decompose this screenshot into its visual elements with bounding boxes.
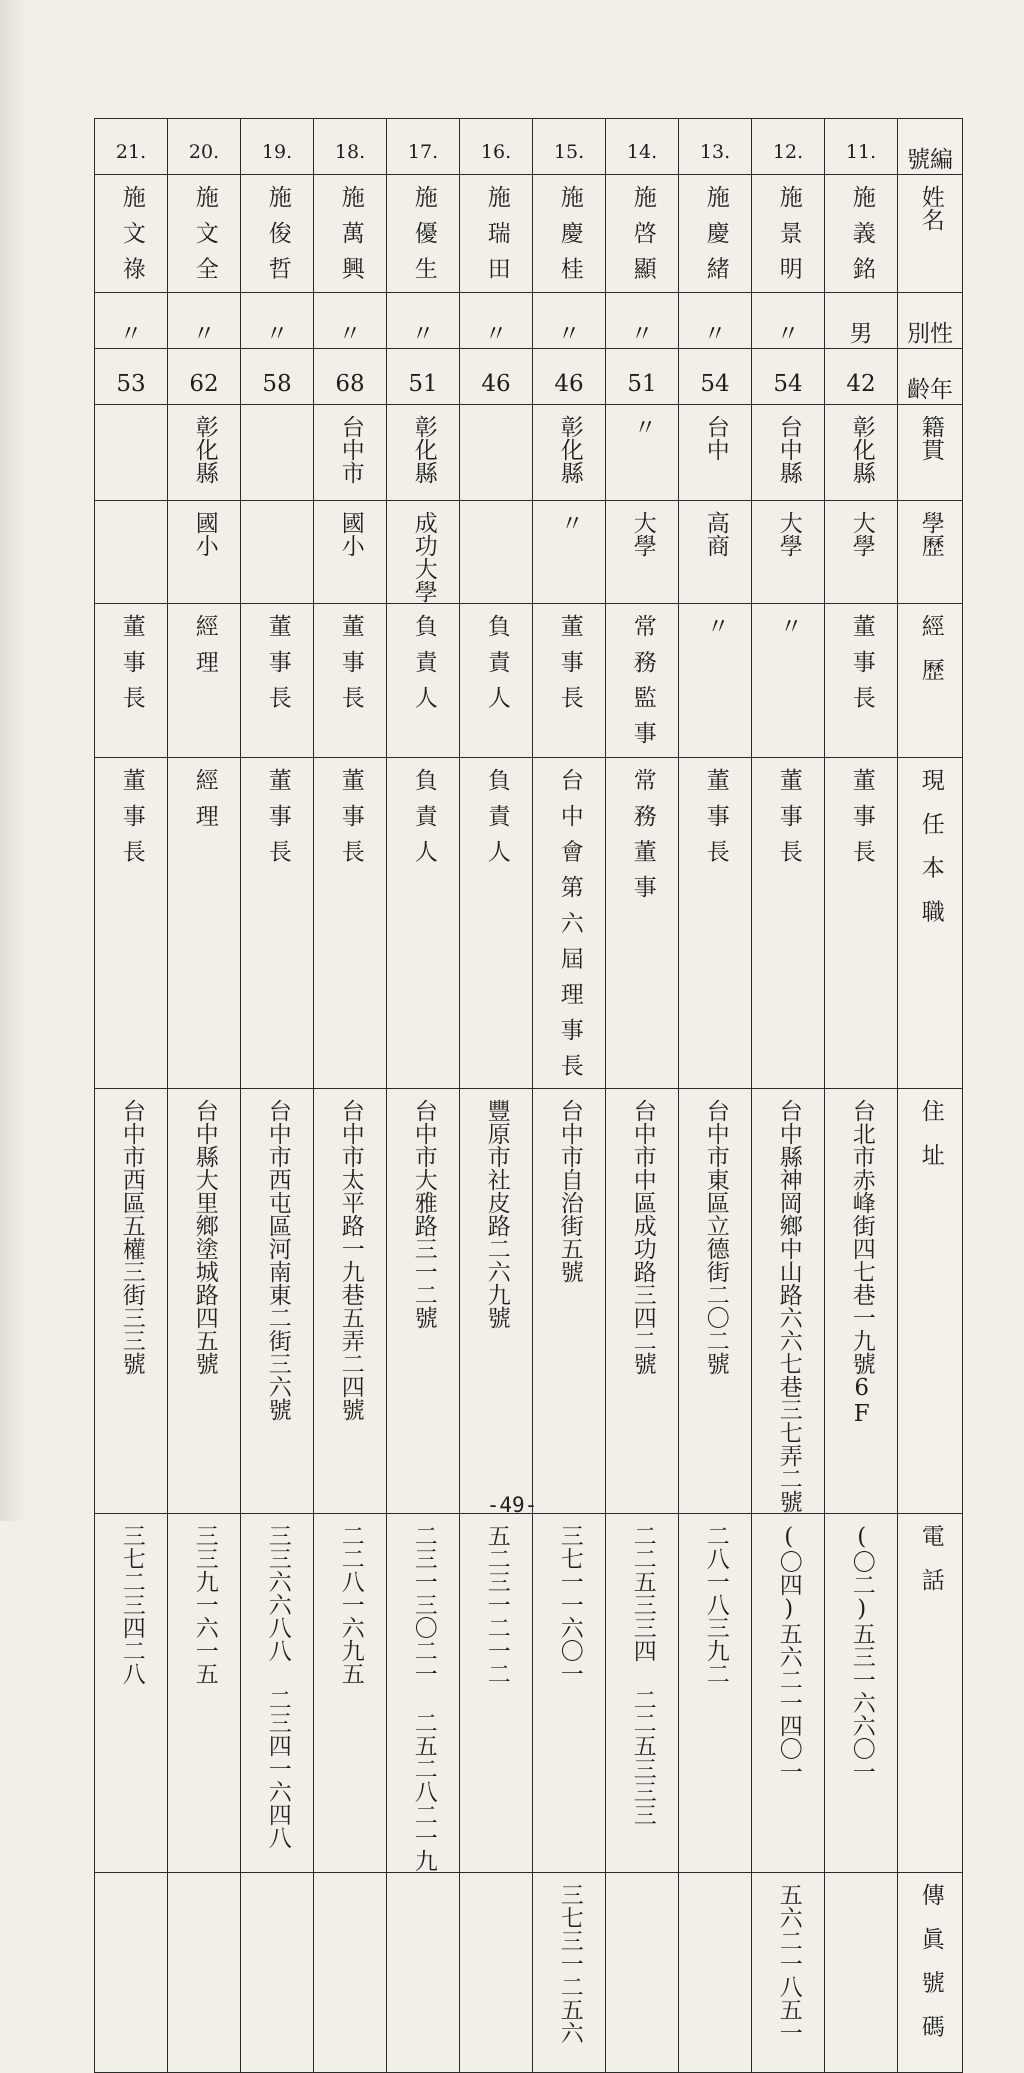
- cell-origin: [752, 405, 825, 501]
- cell-text: 施優生: [410, 185, 437, 292]
- header-fax: [898, 1873, 963, 2073]
- cell-current-post: [168, 757, 241, 1089]
- cell-text: 董事長: [848, 614, 875, 721]
- cell-education: [168, 501, 241, 604]
- cell-text: 負責人: [410, 767, 437, 875]
- field-row-address: [95, 1089, 963, 1514]
- cell-current-post: [825, 757, 898, 1089]
- cell-address: [460, 1089, 533, 1514]
- cell-experience: [387, 604, 460, 758]
- field-row-current-post: [95, 757, 963, 1089]
- cell-text: 21.: [115, 141, 147, 163]
- cell-age: [95, 349, 168, 405]
- cell-text: 施俊哲: [264, 185, 291, 292]
- cell-text: 13.: [699, 141, 731, 163]
- cell-fax: [752, 1873, 825, 2073]
- cell-origin: [168, 405, 241, 501]
- header-age: [898, 349, 963, 405]
- cell-text: 施萬興: [337, 185, 364, 292]
- page-number: -49-: [486, 1493, 538, 1517]
- cell-no: [606, 119, 679, 175]
- cell-text: 〃: [702, 614, 729, 650]
- cell-text: 大學: [848, 511, 875, 557]
- header-origin: [898, 405, 963, 501]
- cell-fax: [533, 1873, 606, 2073]
- cell-sex: [679, 293, 752, 349]
- cell-text: 董事長: [775, 767, 802, 875]
- cell-text: 二三一三〇二一 二五二八二一九: [410, 1524, 437, 1873]
- cell-text: 彰化縣: [191, 415, 218, 484]
- cell-sex: [241, 293, 314, 349]
- cell-sex: [95, 293, 168, 349]
- header-label: 現任本職: [917, 767, 944, 943]
- cell-education: [314, 501, 387, 604]
- cell-sex: [460, 293, 533, 349]
- cell-current-post: [533, 757, 606, 1089]
- cell-text: 〃: [630, 321, 654, 347]
- field-row-education: [95, 501, 963, 604]
- cell-text: 董事長: [118, 767, 145, 875]
- cell-text: 〃: [629, 415, 656, 438]
- cell-text: 國小: [337, 511, 364, 557]
- header-education: [898, 501, 963, 604]
- cell-address: [95, 1089, 168, 1514]
- cell-text: 負責人: [410, 614, 437, 721]
- cell-text: 董事長: [264, 767, 291, 875]
- cell-fax: [825, 1873, 898, 2073]
- cell-text: 53: [116, 371, 146, 397]
- cell-age: [752, 349, 825, 405]
- cell-phone: [825, 1514, 898, 1873]
- cell-age: [460, 349, 533, 405]
- cell-address: [387, 1089, 460, 1514]
- cell-fax: [606, 1873, 679, 2073]
- field-row-age: [95, 349, 963, 405]
- cell-text: 台中縣神岡鄉中山路六六七巷三七弄二號: [775, 1099, 802, 1514]
- cell-origin: [387, 405, 460, 501]
- cell-sex: [533, 293, 606, 349]
- cell-text: 54: [700, 371, 730, 397]
- cell-text: 〃: [556, 511, 583, 534]
- cell-text: 〃: [338, 321, 362, 347]
- cell-current-post: [387, 757, 460, 1089]
- header-label: 電話: [917, 1524, 944, 1612]
- cell-text: 台北市赤峰街四七巷一九號6F: [848, 1099, 875, 1428]
- cell-age: [314, 349, 387, 405]
- field-row-experience: [95, 604, 963, 758]
- cell-education: [606, 501, 679, 604]
- cell-education: [95, 501, 168, 604]
- cell-fax: [460, 1873, 533, 2073]
- cell-text: 董事長: [337, 767, 364, 875]
- header-label: 號編: [907, 147, 953, 173]
- cell-text: 20.: [188, 141, 220, 163]
- header-address: [898, 1089, 963, 1514]
- cell-text: 18.: [334, 141, 366, 163]
- cell-text: 施瑞田: [483, 185, 510, 292]
- cell-age: [241, 349, 314, 405]
- cell-text: (〇四)五六二一四〇一: [775, 1524, 802, 1784]
- cell-text: 大學: [775, 511, 802, 557]
- cell-experience: [679, 604, 752, 758]
- cell-no: [241, 119, 314, 175]
- cell-education: [679, 501, 752, 604]
- cell-text: 常務監事: [629, 614, 656, 757]
- cell-phone: [533, 1514, 606, 1873]
- cell-text: 負責人: [483, 614, 510, 721]
- cell-education: [387, 501, 460, 604]
- cell-fax: [387, 1873, 460, 2073]
- cell-text: 台中市大雅路三一二號: [410, 1099, 437, 1330]
- cell-fax: [679, 1873, 752, 2073]
- header-experience: [898, 604, 963, 758]
- cell-phone: [95, 1514, 168, 1873]
- cell-name: [387, 175, 460, 293]
- cell-text: 三三九一六一五: [191, 1524, 218, 1686]
- cell-origin: [533, 405, 606, 501]
- cell-text: 51: [627, 371, 657, 397]
- cell-origin: [95, 405, 168, 501]
- cell-phone: [168, 1514, 241, 1873]
- header-phone: [898, 1514, 963, 1873]
- header-current-post: [898, 757, 963, 1089]
- cell-education: [241, 501, 314, 604]
- cell-text: 經理: [191, 614, 218, 686]
- field-row-sex: [95, 293, 963, 349]
- cell-current-post: [752, 757, 825, 1089]
- cell-experience: [606, 604, 679, 758]
- cell-text: 董事長: [556, 614, 583, 721]
- cell-no: [533, 119, 606, 175]
- cell-text: 台中: [702, 415, 729, 461]
- cell-name: [95, 175, 168, 293]
- field-row-fax: [95, 1873, 963, 2073]
- cell-current-post: [460, 757, 533, 1089]
- cell-fax: [95, 1873, 168, 2073]
- cell-text: 〃: [776, 321, 800, 347]
- cell-experience: [460, 604, 533, 758]
- cell-text: 11.: [845, 141, 877, 163]
- cell-address: [606, 1089, 679, 1514]
- cell-text: 常務董事: [629, 767, 656, 911]
- cell-text: 董事長: [848, 767, 875, 875]
- member-register-table: [94, 118, 963, 2073]
- cell-phone: [752, 1514, 825, 1873]
- cell-text: 彰化縣: [848, 415, 875, 484]
- cell-age: [606, 349, 679, 405]
- cell-text: 大學: [629, 511, 656, 557]
- cell-text: 台中市: [337, 415, 364, 484]
- cell-no: [314, 119, 387, 175]
- cell-text: 46: [554, 371, 584, 397]
- header-label: 經歷: [917, 614, 944, 702]
- cell-text: 三七一一六〇一: [556, 1524, 583, 1686]
- cell-text: 施義銘: [848, 185, 875, 292]
- cell-address: [679, 1089, 752, 1514]
- cell-text: 〃: [119, 321, 143, 347]
- cell-text: 二八一八三九二: [702, 1524, 729, 1686]
- cell-origin: [679, 405, 752, 501]
- cell-text: 彰化縣: [556, 415, 583, 484]
- header-sex: [898, 293, 963, 349]
- cell-phone: [314, 1514, 387, 1873]
- header-label: 傳眞號碼: [917, 1883, 944, 2059]
- cell-text: 台中會第六屆理事長: [556, 767, 583, 1089]
- cell-text: 〃: [703, 321, 727, 347]
- cell-age: [679, 349, 752, 405]
- cell-text: 58: [262, 371, 292, 397]
- cell-text: 董事長: [337, 614, 364, 721]
- cell-text: 〃: [484, 321, 508, 347]
- cell-phone: [387, 1514, 460, 1873]
- cell-text: 〃: [557, 321, 581, 347]
- cell-no: [752, 119, 825, 175]
- cell-phone: [460, 1514, 533, 1873]
- cell-sex: [168, 293, 241, 349]
- cell-origin: [606, 405, 679, 501]
- cell-address: [314, 1089, 387, 1514]
- cell-current-post: [241, 757, 314, 1089]
- cell-no: [679, 119, 752, 175]
- cell-current-post: [679, 757, 752, 1089]
- cell-text: 51: [408, 371, 438, 397]
- cell-text: 豐原市社皮路二六九號: [483, 1099, 510, 1330]
- cell-text: 施文全: [191, 185, 218, 292]
- cell-text: 施慶緒: [702, 185, 729, 292]
- cell-name: [533, 175, 606, 293]
- cell-text: 國小: [191, 511, 218, 557]
- cell-text: 台中市自治街五號: [556, 1099, 583, 1284]
- cell-text: 負責人: [483, 767, 510, 875]
- cell-text: 男: [849, 321, 873, 347]
- cell-age: [825, 349, 898, 405]
- field-row-origin: [95, 405, 963, 501]
- cell-text: 經理: [191, 767, 218, 839]
- cell-text: 二二八一六九五: [337, 1524, 364, 1686]
- header-name: [898, 175, 963, 293]
- cell-origin: [825, 405, 898, 501]
- cell-text: 三七三一二五六: [556, 1883, 583, 2045]
- field-row-no: [95, 119, 963, 175]
- cell-education: [460, 501, 533, 604]
- cell-no: [825, 119, 898, 175]
- cell-address: [752, 1089, 825, 1514]
- field-row-name: [95, 175, 963, 293]
- cell-current-post: [606, 757, 679, 1089]
- cell-fax: [314, 1873, 387, 2073]
- cell-text: 12.: [772, 141, 804, 163]
- scan-edge-shadow: [0, 0, 26, 1521]
- cell-text: 台中縣: [775, 415, 802, 484]
- cell-address: [241, 1089, 314, 1514]
- cell-text: 台中市東區立德街二〇二號: [702, 1099, 729, 1376]
- cell-phone: [679, 1514, 752, 1873]
- cell-name: [314, 175, 387, 293]
- header-label: 姓名: [917, 185, 944, 231]
- cell-age: [168, 349, 241, 405]
- cell-current-post: [314, 757, 387, 1089]
- cell-text: 台中市中區成功路三四二號: [629, 1099, 656, 1376]
- cell-experience: [752, 604, 825, 758]
- cell-text: 施景明: [775, 185, 802, 292]
- cell-text: 高商: [702, 511, 729, 557]
- cell-text: 五二三一二一二: [483, 1524, 510, 1686]
- cell-text: 二二五三三四 二二五三三三: [629, 1524, 656, 1827]
- cell-no: [387, 119, 460, 175]
- cell-sex: [606, 293, 679, 349]
- cell-text: 19.: [261, 141, 293, 163]
- cell-text: 68: [335, 371, 365, 397]
- cell-origin: [241, 405, 314, 501]
- cell-experience: [825, 604, 898, 758]
- cell-address: [168, 1089, 241, 1514]
- cell-address: [533, 1089, 606, 1514]
- cell-text: 〃: [411, 321, 435, 347]
- cell-name: [606, 175, 679, 293]
- header-label: 住址: [917, 1099, 944, 1187]
- cell-experience: [314, 604, 387, 758]
- header-label: 學歷: [917, 511, 944, 557]
- cell-text: 42: [846, 371, 876, 397]
- cell-no: [95, 119, 168, 175]
- cell-text: 46: [481, 371, 511, 397]
- header-label: 齡年: [907, 377, 953, 403]
- cell-text: 台中市太平路一九巷五弄二四號: [337, 1099, 364, 1422]
- cell-origin: [314, 405, 387, 501]
- cell-education: [533, 501, 606, 604]
- cell-sex: [314, 293, 387, 349]
- header-label: 籍貫: [917, 415, 944, 461]
- cell-experience: [168, 604, 241, 758]
- cell-name: [241, 175, 314, 293]
- cell-phone: [606, 1514, 679, 1873]
- cell-text: 三三六六八八 二三四一六四八: [264, 1524, 291, 1850]
- cell-text: 施啓顯: [629, 185, 656, 292]
- cell-sex: [825, 293, 898, 349]
- cell-text: (〇二)五三一六六〇一: [848, 1524, 875, 1784]
- cell-name: [825, 175, 898, 293]
- cell-text: 54: [773, 371, 803, 397]
- cell-education: [825, 501, 898, 604]
- cell-text: 台中市西屯區河南東二街三六號: [264, 1099, 291, 1422]
- cell-text: 15.: [553, 141, 585, 163]
- cell-text: 62: [189, 371, 219, 397]
- cell-text: 17.: [407, 141, 439, 163]
- cell-address: [825, 1089, 898, 1514]
- cell-text: 〃: [192, 321, 216, 347]
- cell-fax: [168, 1873, 241, 2073]
- cell-text: 施慶桂: [556, 185, 583, 292]
- cell-text: 成功大學: [410, 511, 437, 603]
- cell-text: 施文祿: [118, 185, 145, 292]
- cell-text: 台中市西區五權三街三三號: [118, 1099, 145, 1376]
- cell-text: 三七二三四二八: [118, 1524, 145, 1686]
- cell-name: [168, 175, 241, 293]
- header-no: [898, 119, 963, 175]
- cell-no: [168, 119, 241, 175]
- cell-text: 〃: [775, 614, 802, 650]
- cell-name: [752, 175, 825, 293]
- cell-text: 16.: [480, 141, 512, 163]
- cell-name: [460, 175, 533, 293]
- cell-text: 董事長: [702, 767, 729, 875]
- cell-text: 〃: [265, 321, 289, 347]
- cell-text: 董事長: [118, 614, 145, 721]
- cell-origin: [460, 405, 533, 501]
- cell-text: 14.: [626, 141, 658, 163]
- cell-sex: [387, 293, 460, 349]
- cell-text: 台中縣大里鄉塗城路四五號: [191, 1099, 218, 1376]
- header-label: 別性: [907, 321, 953, 347]
- cell-experience: [95, 604, 168, 758]
- cell-experience: [241, 604, 314, 758]
- cell-text: 五六二一八五一: [775, 1883, 802, 2045]
- cell-sex: [752, 293, 825, 349]
- cell-text: 董事長: [264, 614, 291, 721]
- cell-fax: [241, 1873, 314, 2073]
- cell-age: [387, 349, 460, 405]
- cell-phone: [241, 1514, 314, 1873]
- cell-current-post: [95, 757, 168, 1089]
- cell-experience: [533, 604, 606, 758]
- cell-name: [679, 175, 752, 293]
- cell-text: 彰化縣: [410, 415, 437, 484]
- cell-education: [752, 501, 825, 604]
- field-row-phone: [95, 1514, 963, 1873]
- cell-age: [533, 349, 606, 405]
- cell-no: [460, 119, 533, 175]
